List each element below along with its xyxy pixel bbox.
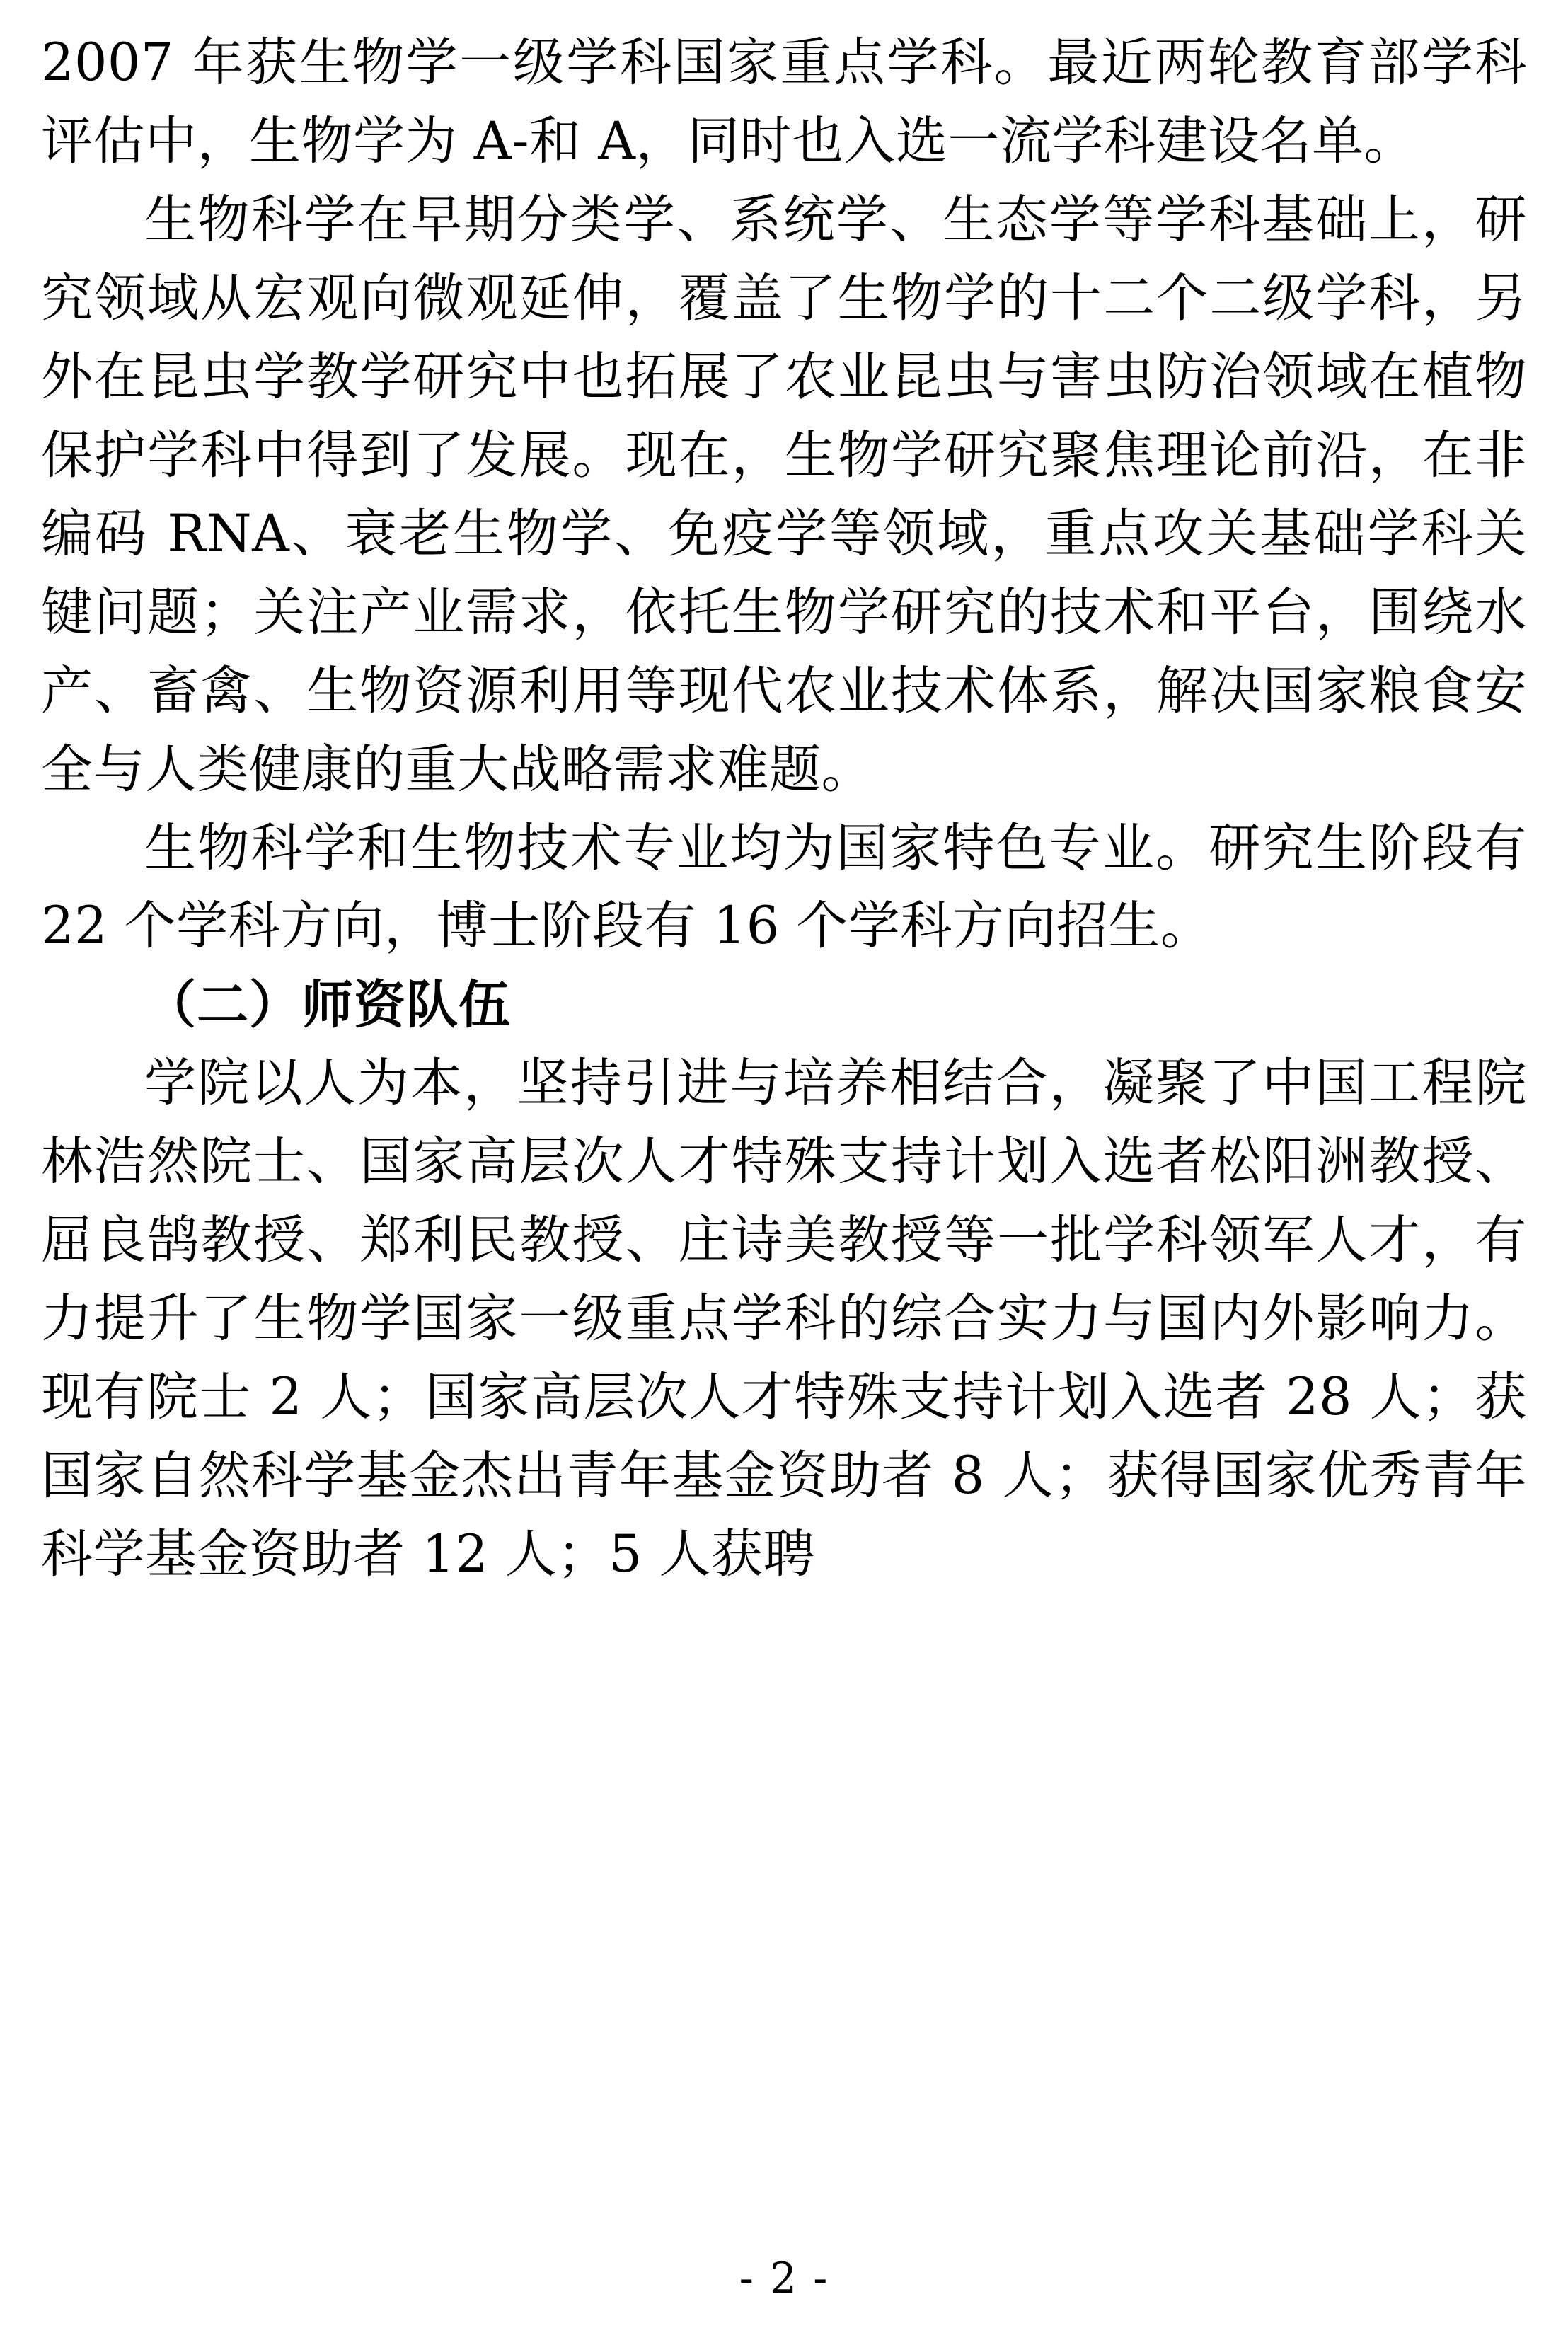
section-heading: （二）师资队伍	[144, 974, 511, 1036]
page-number: - 2 -	[739, 2254, 829, 2303]
paragraph-1: 2007 年获生物学一级学科国家重点学科。最近两轮教育部学科评估中，生物学为 A-和 A，同时也入选一流学科建设名单。	[41, 33, 1527, 171]
paragraph-2: 生物科学在早期分类学、系统学、生态学等学科基础上，研究领域从宏观向微观延伸，覆盖了生物学的十二个二级学科，另外在昆虫学教学研究中也拓展了农业昆虫与害虫防治领域在植物保护学科中得到了发展。现在，生物学研究聚焦理论前沿，在非编码 RNA、衰老生物学、免疫学等领域，重点攻关基础学科关键问题；关注产业需求，依托生物学研究的技术和平台，围绕水产、畜禽、生物资源利用等现代农业技术体系，解决国家粮食安全与人类健康的重大战略需求难题。	[41, 189, 1527, 800]
paragraph-4: 学院以人为本，坚持引进与培养相结合，凝聚了中国工程院林浩然院士、国家高层次人才特殊支持计划入选者松阳洲教授、屈良鹄教授、郑利民教授、庄诗美教授等一批学科领军人才，有力提升了生物学国家一级重点学科的综合实力与国内外影响力。现有院士 2 人；国家高层次人才特殊支持计划入选者 28 人；获国家自然科学基金杰出青年基金资助者 8 人；获得国家优秀青年科学基金资助者 12 人；5 人获聘	[41, 1053, 1527, 1585]
paragraph-3: 生物科学和生物技术专业均为国家特色专业。研究生阶段有 22 个学科方向，博士阶段有 16 个学科方向招生。	[41, 817, 1527, 957]
page-body	[41, 24, 1527, 1594]
